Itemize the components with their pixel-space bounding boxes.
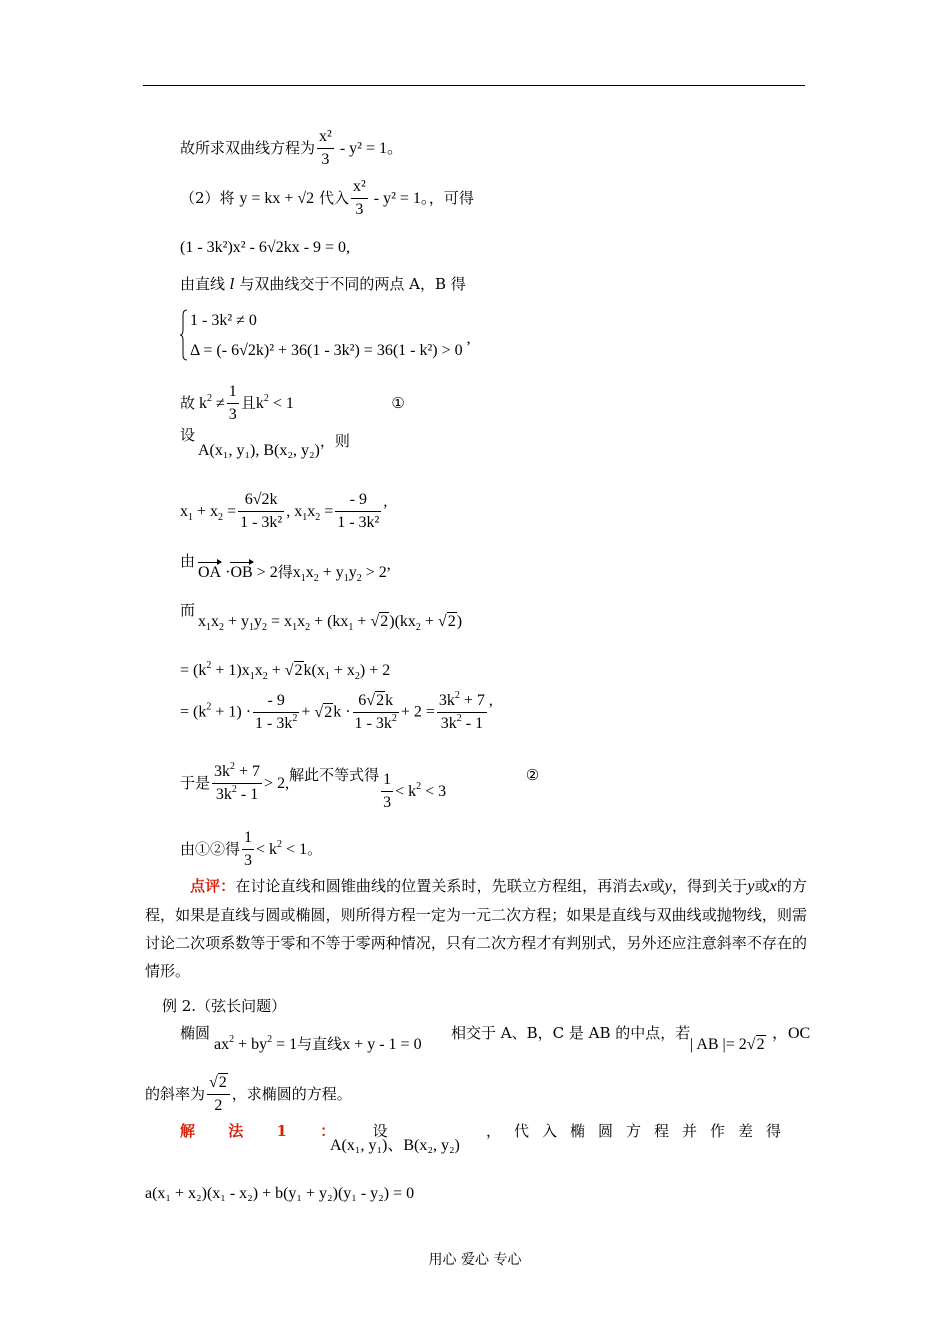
example-2-statement (180, 1026, 210, 1041)
k-range-1: 故 $k^2$ ≠ $\frac{1}{3}$ 且$k^2 < 1$ ① (180, 383, 405, 424)
slope-line: 的斜率为 $\frac{√2}{2}$ ，求椭圆的方程。 (145, 1074, 352, 1115)
part2-label: （2）将 (180, 188, 235, 207)
while-line (180, 603, 195, 618)
solution-label: 解 法 1 ： (180, 1122, 350, 1140)
intersection-condition (180, 277, 466, 292)
line-l: l (229, 275, 235, 293)
comment-paragraph: 点评：在讨论直线和圆锥曲线的位置关系时，先联立方程组，再消去x或y，得到关于y或x的方程，如果是直线与圆或椭圆，则所得方程一定为一元二次方程；如果是直线与双曲线或抛物线，则需讨论二次项系数等于零和不等于零两种情况，只有二次方程才有判别式，另外还应注意斜率不存在的情形。 (145, 877, 807, 980)
page-footer: 用心 爱心 专心 (428, 1252, 522, 1268)
statement-text-b: ，OC (772, 1025, 811, 1042)
then-text: ，则 (319, 432, 350, 450)
solve-text: 解此不等式得 (289, 765, 380, 784)
final-a-text: 由①②得 (180, 839, 241, 858)
final-range: 由①②得 $\frac{1}{3}$ < $k^2 < 1$。 (180, 829, 323, 870)
example-2-title: 例 2.（弦长问题） (162, 997, 287, 1015)
solution-text: ，代入椭圆方程并作差得 (486, 1122, 795, 1140)
expansion-1: $x_1x_2 + y_1y_2 = x_1x_2 + (kx_1 + √2)(kx_2 + √2)$ (198, 613, 463, 633)
vieta-formulas: $x_1 + x_2$ = $\frac{6√2k}{\text{1 - 3k²}}$ , $x_1x_2$ = $\frac{- 9}{\text{1 - 3k²}}$ , (180, 491, 388, 532)
line-text-b: 与双曲线交于不同的两点 A，B 得 (239, 275, 466, 293)
substitution-line (180, 178, 474, 220)
product-fraction: $\frac{- 9}{\text{1 - 3k²}}$ (337, 491, 380, 532)
solution-set-text: 设 (372, 1122, 388, 1140)
while-text: 而 (180, 601, 196, 619)
ellipse-equation: $ax^2 + by^2 = 1$与直线x + y - 1 = 0 (214, 1034, 422, 1053)
slope-fraction: $\frac{√2}{2}$ (207, 1074, 230, 1116)
final-b-text: 。 (307, 839, 323, 858)
quadratic-equation: (1 - 3k²)x² - 6√2kx - 9 = 0, (180, 239, 351, 256)
one-third-fraction: $\frac{1}{3}$ (228, 383, 237, 424)
into-text: 代入 (318, 188, 349, 207)
so-then-text: 于是 (180, 773, 211, 792)
system-eq-2: Δ = (- 6√2k)² + 36(1 - 3k²) = 36(1 - k²) > 0, (190, 330, 471, 359)
comment-label: 点评： (190, 877, 236, 895)
mark-2: ② (525, 765, 540, 784)
hyperbola-tail: - y² = 1。 (335, 139, 403, 157)
so-k-text: 故 (180, 393, 196, 412)
hyperbola-fraction-2: $\frac{\text{x²}}{3}$ (352, 178, 366, 219)
system-eq-1: 1 - 3k² ≠ 0 (190, 312, 257, 329)
set-text: 设 (180, 426, 196, 444)
inequality-line: 于是 $\frac{3k^2 + 7}{3k^2 - 1}$ > 2,解此不等式得 $\frac{1}{3}$ < $k^2 < 3$ ② (180, 761, 540, 812)
expansion-3: = $(k^2 + 1)$ · $\frac{- 9}{1 - 3k^2}$ + √2k · $\frac{6√2k}{1 - 3k^2}$ + 2 = $\frac{3k^2 + 7}{3k^2 - 1}$ , (180, 690, 493, 733)
system-brace (180, 309, 188, 361)
statement-text-a: 相交于 A、B，C 是 AB 的中点，若 (451, 1024, 691, 1042)
set-points (180, 428, 195, 443)
line-text-a: 由直线 (180, 275, 226, 293)
expansion-2: = $(k^2 + 1)x_1x_2 + √2k(x_1 + x_2) + 2$ (180, 660, 391, 682)
conclusion-text: 故所求双曲线方程为 (180, 138, 316, 157)
hyperbola-conclusion (180, 128, 403, 170)
solution-points: A(x₁, y₁)、B(x₂, y₂) (330, 1137, 460, 1154)
dot-cond-text: 得 (277, 563, 293, 581)
mark-1: ① (391, 393, 405, 412)
difference-equation: a(x₁ + x₂)(x₁ - x₂) + b(y₁ + y₂)(y₁ - y₂) = 0 (145, 1185, 415, 1202)
line-equation: y = kx + √2 (239, 189, 315, 207)
hyperbola-fraction: $\frac{\text{x²}}{3}$ (319, 128, 332, 169)
ellipse-text: 椭圆 (180, 1024, 211, 1042)
header-rule (143, 85, 805, 86)
ab-length: | AB |= 2√2 (690, 1036, 765, 1053)
and-text: 且 (240, 393, 256, 412)
hyperbola-tail-2: - y² = 1。 (369, 189, 429, 207)
dot-product-expr: OA ·OB > 2得$x_1x_2 + y_1y_2 > 2$, (198, 556, 391, 584)
sum-fraction: $\frac{6√2k}{\text{1 - 3k²}}$ (240, 491, 283, 532)
dot-product-condition (180, 554, 195, 569)
from-text: 由 (180, 552, 196, 570)
yields-text: ，可得 (428, 188, 474, 207)
points-ab: A(x₁, y₁), B(x₂, y₂)，则 (198, 432, 350, 459)
